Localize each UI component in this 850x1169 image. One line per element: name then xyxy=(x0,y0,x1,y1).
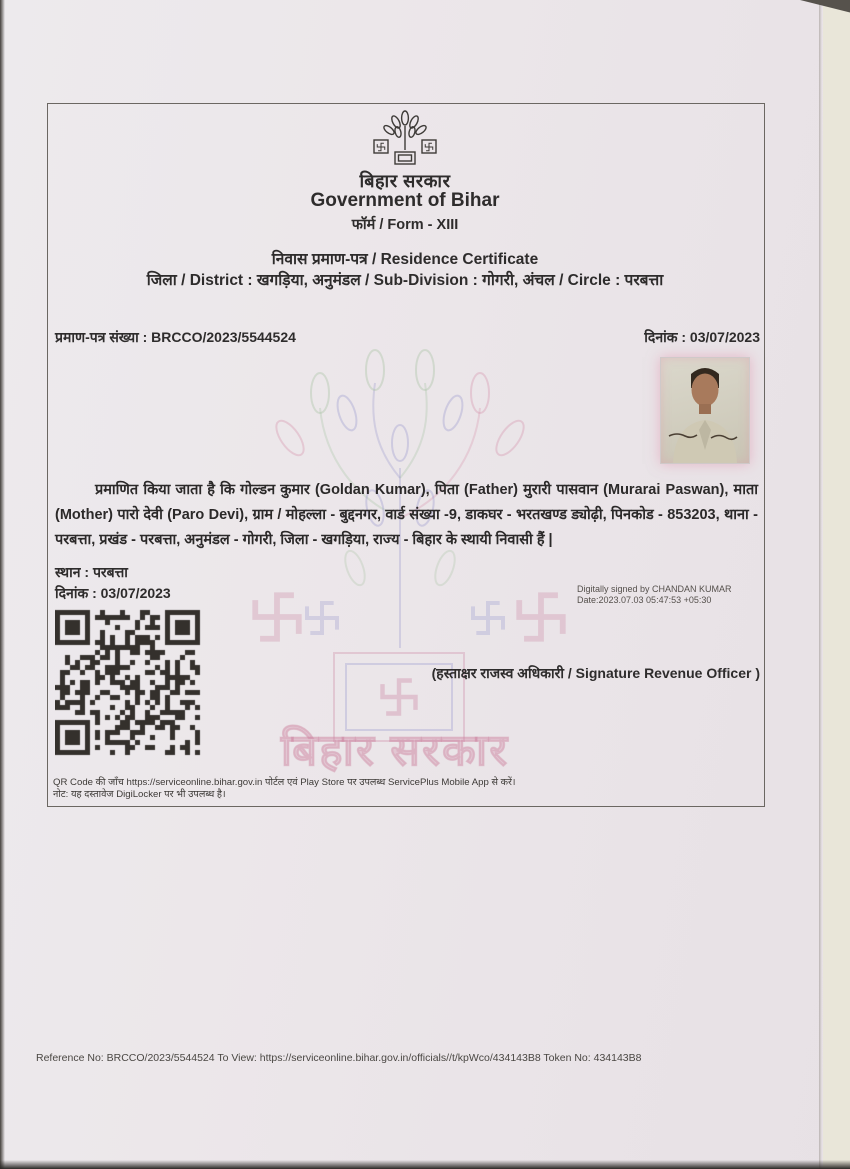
footnotes xyxy=(53,777,758,801)
paper-fold-line xyxy=(819,0,822,1169)
scan-edge-bottom xyxy=(0,1160,850,1169)
bihar-emblem-logo xyxy=(47,110,763,172)
qr-code xyxy=(55,607,201,757)
government-name-english: Government of Bihar xyxy=(310,190,500,211)
applicant-photo xyxy=(660,357,750,464)
certificate-title: निवास प्रमाण-पत्र / Residence Certificate xyxy=(271,251,539,268)
reference-line: Reference No: BRCCO/2023/5544524 To View: https://serviceonline.bihar.gov.in/officials//t/kpWco/434143B8 Token No: 434143B8 xyxy=(36,1052,642,1064)
digital-signature-stamp xyxy=(577,584,732,606)
digilocker-note: नोट: यह दस्तावेज DigiLocker पर भी उपलब्ध है। xyxy=(53,789,226,800)
digital-signature-line1: Digitally signed by CHANDAN KUMAR xyxy=(577,584,732,594)
meta-row xyxy=(55,328,760,347)
certificate-number: प्रमाण-पत्र संख्या : BRCCO/2023/5544524 xyxy=(55,329,296,345)
jurisdiction-line: जिला / District : खगड़िया, अनुमंडल / Sub-Division : गोगरी, अंचल / Circle : परबत्ता xyxy=(146,272,664,289)
qr-verification-note: QR Code की जाँच https://serviceonline.bihar.gov.in पोर्टल एवं Play Store पर उपलब्ध ServicePlus Mobile App से करें। xyxy=(53,777,516,788)
issue-place: स्थान : परबत्ता xyxy=(55,564,128,580)
government-name-hindi: बिहार सरकार xyxy=(359,171,451,191)
scan-edge-left xyxy=(0,0,5,1169)
form-number: फॉर्म / Form - XIII xyxy=(351,217,459,233)
scan-edge-right xyxy=(823,0,850,1169)
certificate-statement: प्रमाणित किया जाता है कि गोल्डन कुमार (Goldan Kumar), पिता (Father) मुरारी पासवान (Murarai Paswan), माता (Mother) पारो देवी (Paro Devi), ग्राम / मोहल्ला - बुद्दनगर, वार्ड संख्या -9, डाकघर - भरतखण्ड ड्योढ़ी, पिनकोड - 853203, थाना - परबत्ता, प्रखंड - परबत्ता, अनुमंडल - गोगरी, जिला - खगड़िया, राज्य - बिहार के स्थायी निवासी हैं | xyxy=(55,482,758,548)
issue-date-top: दिनांक : 03/07/2023 xyxy=(644,329,760,345)
digital-signature-line2: Date:2023.07.03 05:47:53 +05:30 xyxy=(577,595,712,605)
signature-officer-line: (हस्ताक्षर राजस्व अधिकारी / Signature Revenue Officer ) xyxy=(431,665,760,681)
watermark-title: बिहार सरकार xyxy=(280,726,510,775)
issue-date: दिनांक : 03/07/2023 xyxy=(55,585,171,601)
